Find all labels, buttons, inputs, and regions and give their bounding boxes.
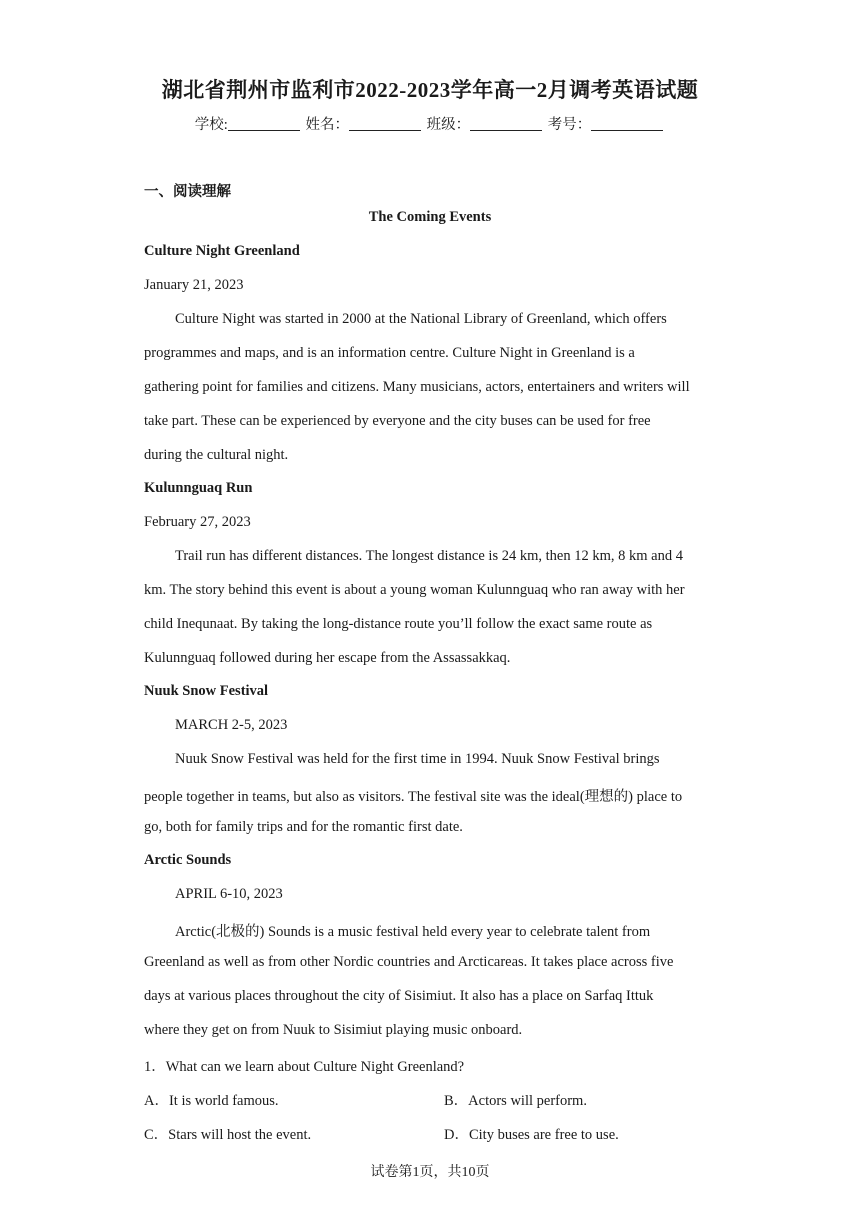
- paragraph-line: take part. These can be experienced by everyone and the city buses can be used for free: [144, 413, 651, 429]
- event-name: Kulunnguaq Run: [144, 480, 253, 496]
- paragraph-line: Kulunnguaq followed during her escape from the Assassakkaq.: [144, 650, 511, 666]
- paragraph-line: during the cultural night.: [144, 447, 289, 463]
- page-title: 湖北省荆州市监利市2022-2023学年高一2月调考英语试题: [161, 78, 699, 102]
- paragraph-line: Nuuk Snow Festival was held for the first time in 1994. Nuuk Snow Festival brings: [175, 751, 660, 767]
- student-info-row: [0, 113, 860, 134]
- class-blank: [470, 116, 542, 131]
- name-label: 姓名：: [305, 117, 349, 133]
- paragraph-line: gathering point for families and citizens. Many musicians, actors, entertainers and writers will: [144, 379, 690, 395]
- question-stem: 1．What can we learn about Culture Night Greenland?: [144, 1059, 465, 1075]
- paragraph-line: Arctic(北极的) Sounds is a music festival held every year to celebrate talent from: [175, 924, 651, 940]
- exam-number-label: 考号：: [547, 117, 592, 133]
- option-d: D．City buses are free to use.: [444, 1127, 619, 1143]
- passage-heading: The Coming Events: [368, 209, 492, 225]
- paragraph-line: people together in teams, but also as visitors. The festival site was the ideal(理想的) place to: [144, 789, 683, 805]
- paragraph-line: Culture Night was started in 2000 at the National Library of Greenland, which offers: [175, 311, 667, 327]
- section-heading: 一、阅读理解: [144, 184, 231, 200]
- paragraph-line: km. The story behind this event is about a young woman Kulunnguaq who ran away with her: [144, 582, 685, 598]
- paragraph-line: Trail run has different distances. The longest distance is 24 km, then 12 km, 8 km and 4: [175, 548, 683, 564]
- event-name: Nuuk Snow Festival: [144, 683, 269, 699]
- paragraph-line: programmes and maps, and is an information centre. Culture Night in Greenland is a: [144, 345, 635, 361]
- school-blank: [228, 116, 300, 131]
- option-a: A．It is world famous.: [144, 1093, 279, 1109]
- exam-number-blank: [591, 116, 663, 131]
- name-blank: [349, 116, 421, 131]
- option-c: C．Stars will host the event.: [144, 1127, 312, 1143]
- paragraph-line: Greenland as well as from other Nordic countries and Arcticareas. It takes place across five: [144, 954, 674, 970]
- paragraph-line: go, both for family trips and for the romantic first date.: [144, 819, 463, 835]
- paragraph-line: days at various places throughout the city of Sisimiut. It also has a place on Sarfaq Ittuk: [144, 988, 654, 1004]
- event-date: February 27, 2023: [144, 514, 251, 530]
- page-footer: 试卷第1页，共10页: [370, 1165, 490, 1180]
- event-date: APRIL 6-10, 2023: [175, 886, 283, 902]
- paragraph-line: child Inequnaat. By taking the long-distance route you’ll follow the exact same route as: [144, 616, 653, 632]
- event-date: January 21, 2023: [144, 277, 244, 293]
- paragraph-line: where they get on from Nuuk to Sisimiut playing music onboard.: [144, 1022, 523, 1038]
- class-label: 班级：: [426, 117, 471, 133]
- option-b: B．Actors will perform.: [444, 1093, 587, 1109]
- event-name: Culture Night Greenland: [144, 243, 300, 259]
- event-name: Arctic Sounds: [144, 852, 232, 868]
- event-date: MARCH 2-5, 2023: [175, 717, 288, 733]
- school-label: 学校:: [194, 117, 228, 133]
